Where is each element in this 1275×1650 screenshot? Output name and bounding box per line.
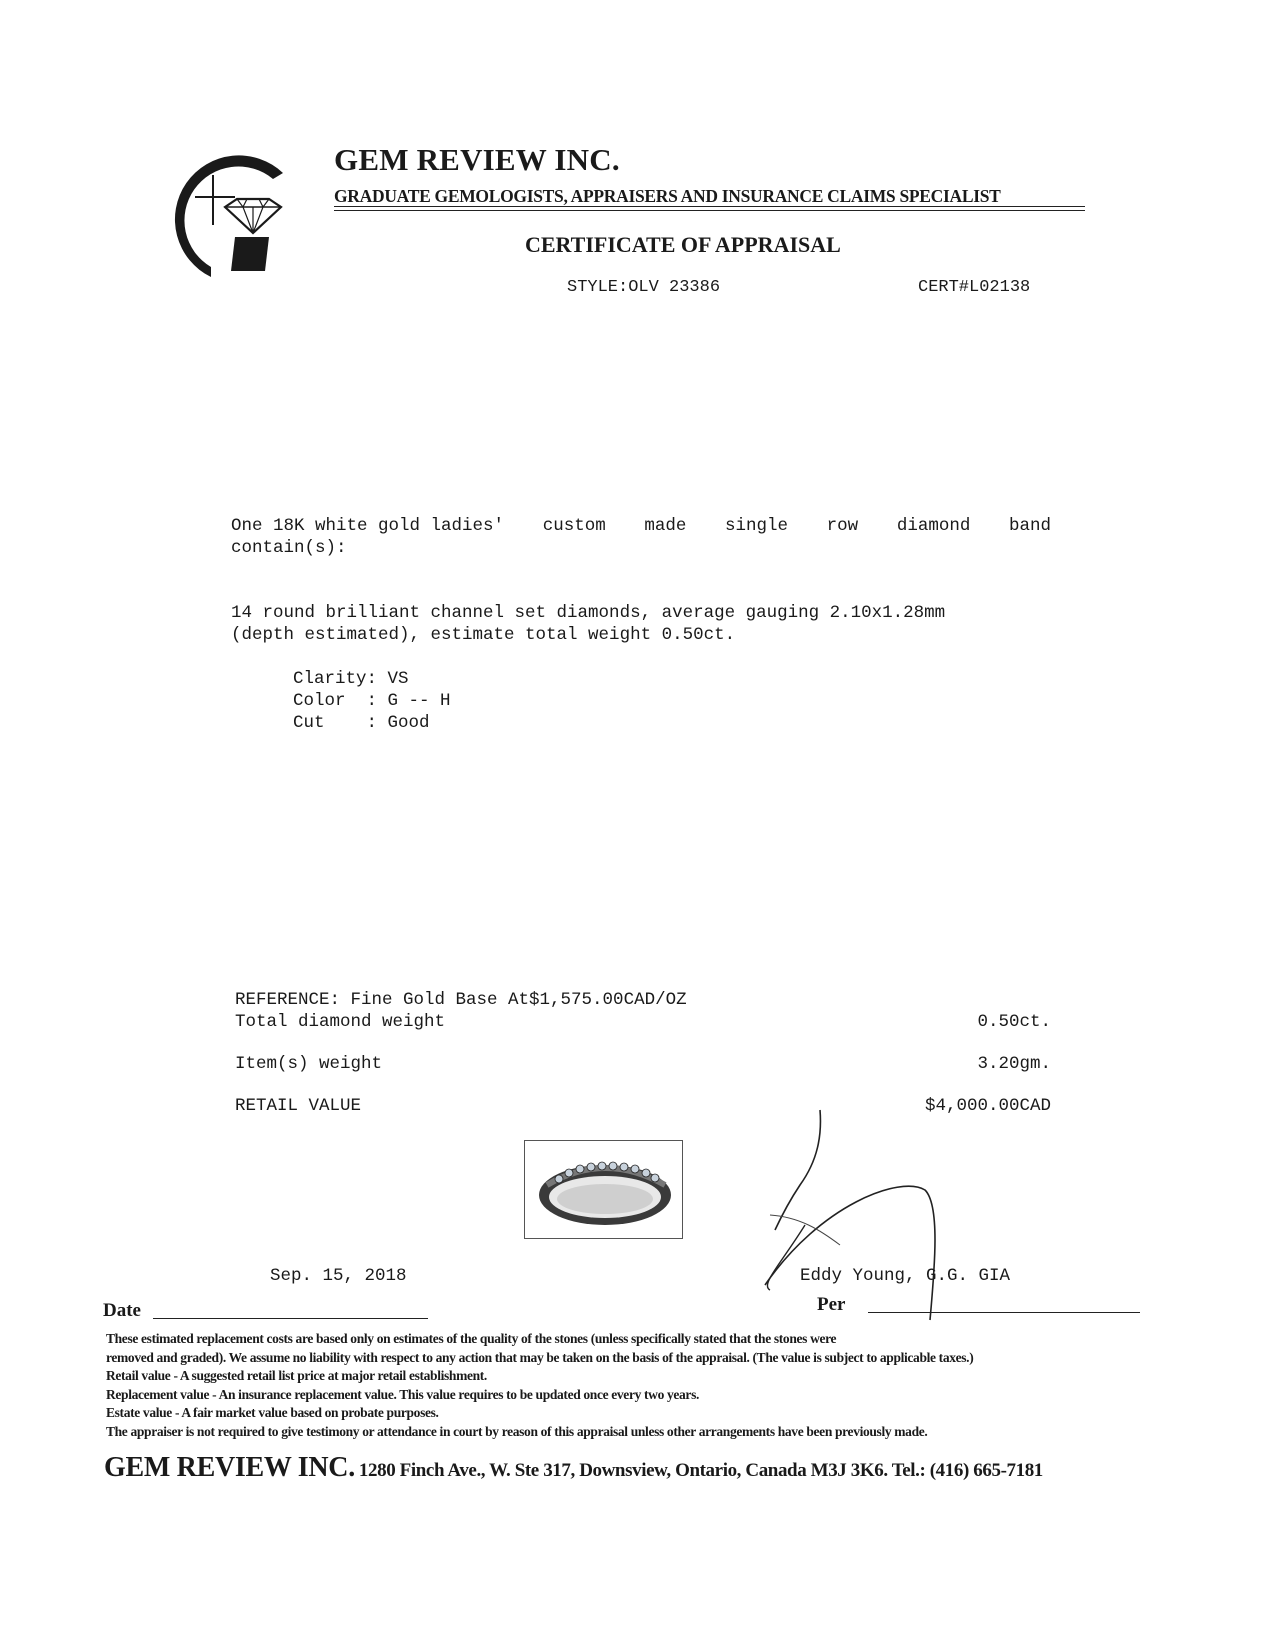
disclaimer-line: These estimated replacement costs are based only on estimates of the quality of the stones (unless specifically stated that the stones were bbox=[106, 1331, 837, 1346]
retail-value-label: RETAIL VALUE bbox=[235, 1096, 362, 1116]
description-word: One 18K white gold ladies' bbox=[231, 516, 505, 536]
description-word: custom bbox=[542, 516, 606, 536]
disclaimer-line: The appraiser is not required to give testimony or attendance in court by reason of this appraisal unless other arrangements have been previously made. bbox=[106, 1423, 928, 1439]
footer-address: 1280 Finch Ave., W. Ste 317, Downsview, Ontario, Canada M3J 3K6. Tel.: (416) 665-7181 bbox=[358, 1460, 1043, 1481]
total-diamond-weight-value: 0.50ct. bbox=[977, 1012, 1051, 1032]
cert-number: CERT#L02138 bbox=[918, 278, 1031, 297]
per-label: Per bbox=[817, 1294, 846, 1315]
disclaimer-line: Retail value - A suggested retail list price at major retail establishment. bbox=[106, 1368, 487, 1383]
item-description bbox=[231, 515, 1051, 559]
date-label: Date bbox=[103, 1300, 141, 1321]
disclaimer bbox=[106, 1330, 1176, 1441]
diamond-band-image bbox=[525, 1141, 682, 1238]
stones-line-2: (depth estimated), estimate total weight 0.50ct. bbox=[231, 625, 736, 645]
description-word: row bbox=[826, 516, 859, 536]
company-logo bbox=[165, 145, 295, 285]
color-spec: Color : G -- H bbox=[293, 691, 451, 711]
description-word: diamond bbox=[896, 516, 971, 536]
company-name: GEM REVIEW INC. bbox=[334, 142, 620, 177]
appraisal-date: Sep. 15, 2018 bbox=[270, 1266, 407, 1286]
disclaimer-line: Estate value - A fair market value based on probate purposes. bbox=[106, 1405, 439, 1420]
retail-value-amount: $4,000.00CAD bbox=[924, 1096, 1051, 1116]
description-word: single bbox=[725, 516, 789, 536]
disclaimer-line: Replacement value - An insurance replacement value. This value requires to be updated once every two years. bbox=[106, 1386, 700, 1402]
description-line-2: contain(s): bbox=[231, 538, 347, 558]
company-tagline: GRADUATE GEMOLOGISTS, APPRAISERS AND INSURANCE CLAIMS SPECIALIST bbox=[334, 186, 1001, 206]
ring-photo bbox=[524, 1140, 683, 1239]
disclaimer-line: removed and graded). We assume no liability with respect to any action that may be taken on the basis of the appraisal. (The value is subject to applicable taxes.) bbox=[106, 1349, 974, 1365]
description-line-1 bbox=[231, 515, 1051, 537]
item-weight-label: Item(s) weight bbox=[235, 1054, 383, 1074]
stones-details bbox=[231, 602, 945, 646]
total-diamond-weight-label: Total diamond weight bbox=[235, 1012, 446, 1032]
description-word: made bbox=[644, 516, 687, 536]
date-signature-line bbox=[153, 1318, 428, 1319]
clarity-spec: Clarity: VS bbox=[293, 669, 409, 689]
footer-company-name: GEM REVIEW INC. bbox=[104, 1452, 355, 1483]
diamond-grading bbox=[293, 668, 451, 734]
reference-line: REFERENCE: Fine Gold Base At$1,575.00CAD/OZ bbox=[235, 990, 687, 1010]
item-weight-row bbox=[235, 1054, 1051, 1074]
appraiser-name: Eddy Young, G.G. GIA bbox=[800, 1266, 1011, 1286]
header-rule-bottom bbox=[334, 210, 1085, 211]
description-word: band bbox=[1008, 516, 1051, 536]
handwritten-signature bbox=[760, 1105, 990, 1325]
style-number: STYLE:OLV 23386 bbox=[567, 278, 721, 297]
certificate-title: CERTIFICATE OF APPRAISAL bbox=[525, 232, 841, 257]
cut-spec: Cut : Good bbox=[293, 713, 430, 733]
per-signature-line bbox=[868, 1312, 1140, 1313]
stones-line-1: 14 round brilliant channel set diamonds, average gauging 2.10x1.28mm bbox=[231, 603, 946, 623]
footer bbox=[104, 1452, 1043, 1484]
total-diamond-weight-row bbox=[235, 1012, 1051, 1032]
header-rule-top bbox=[334, 206, 1085, 207]
item-weight-value: 3.20gm. bbox=[977, 1054, 1051, 1074]
